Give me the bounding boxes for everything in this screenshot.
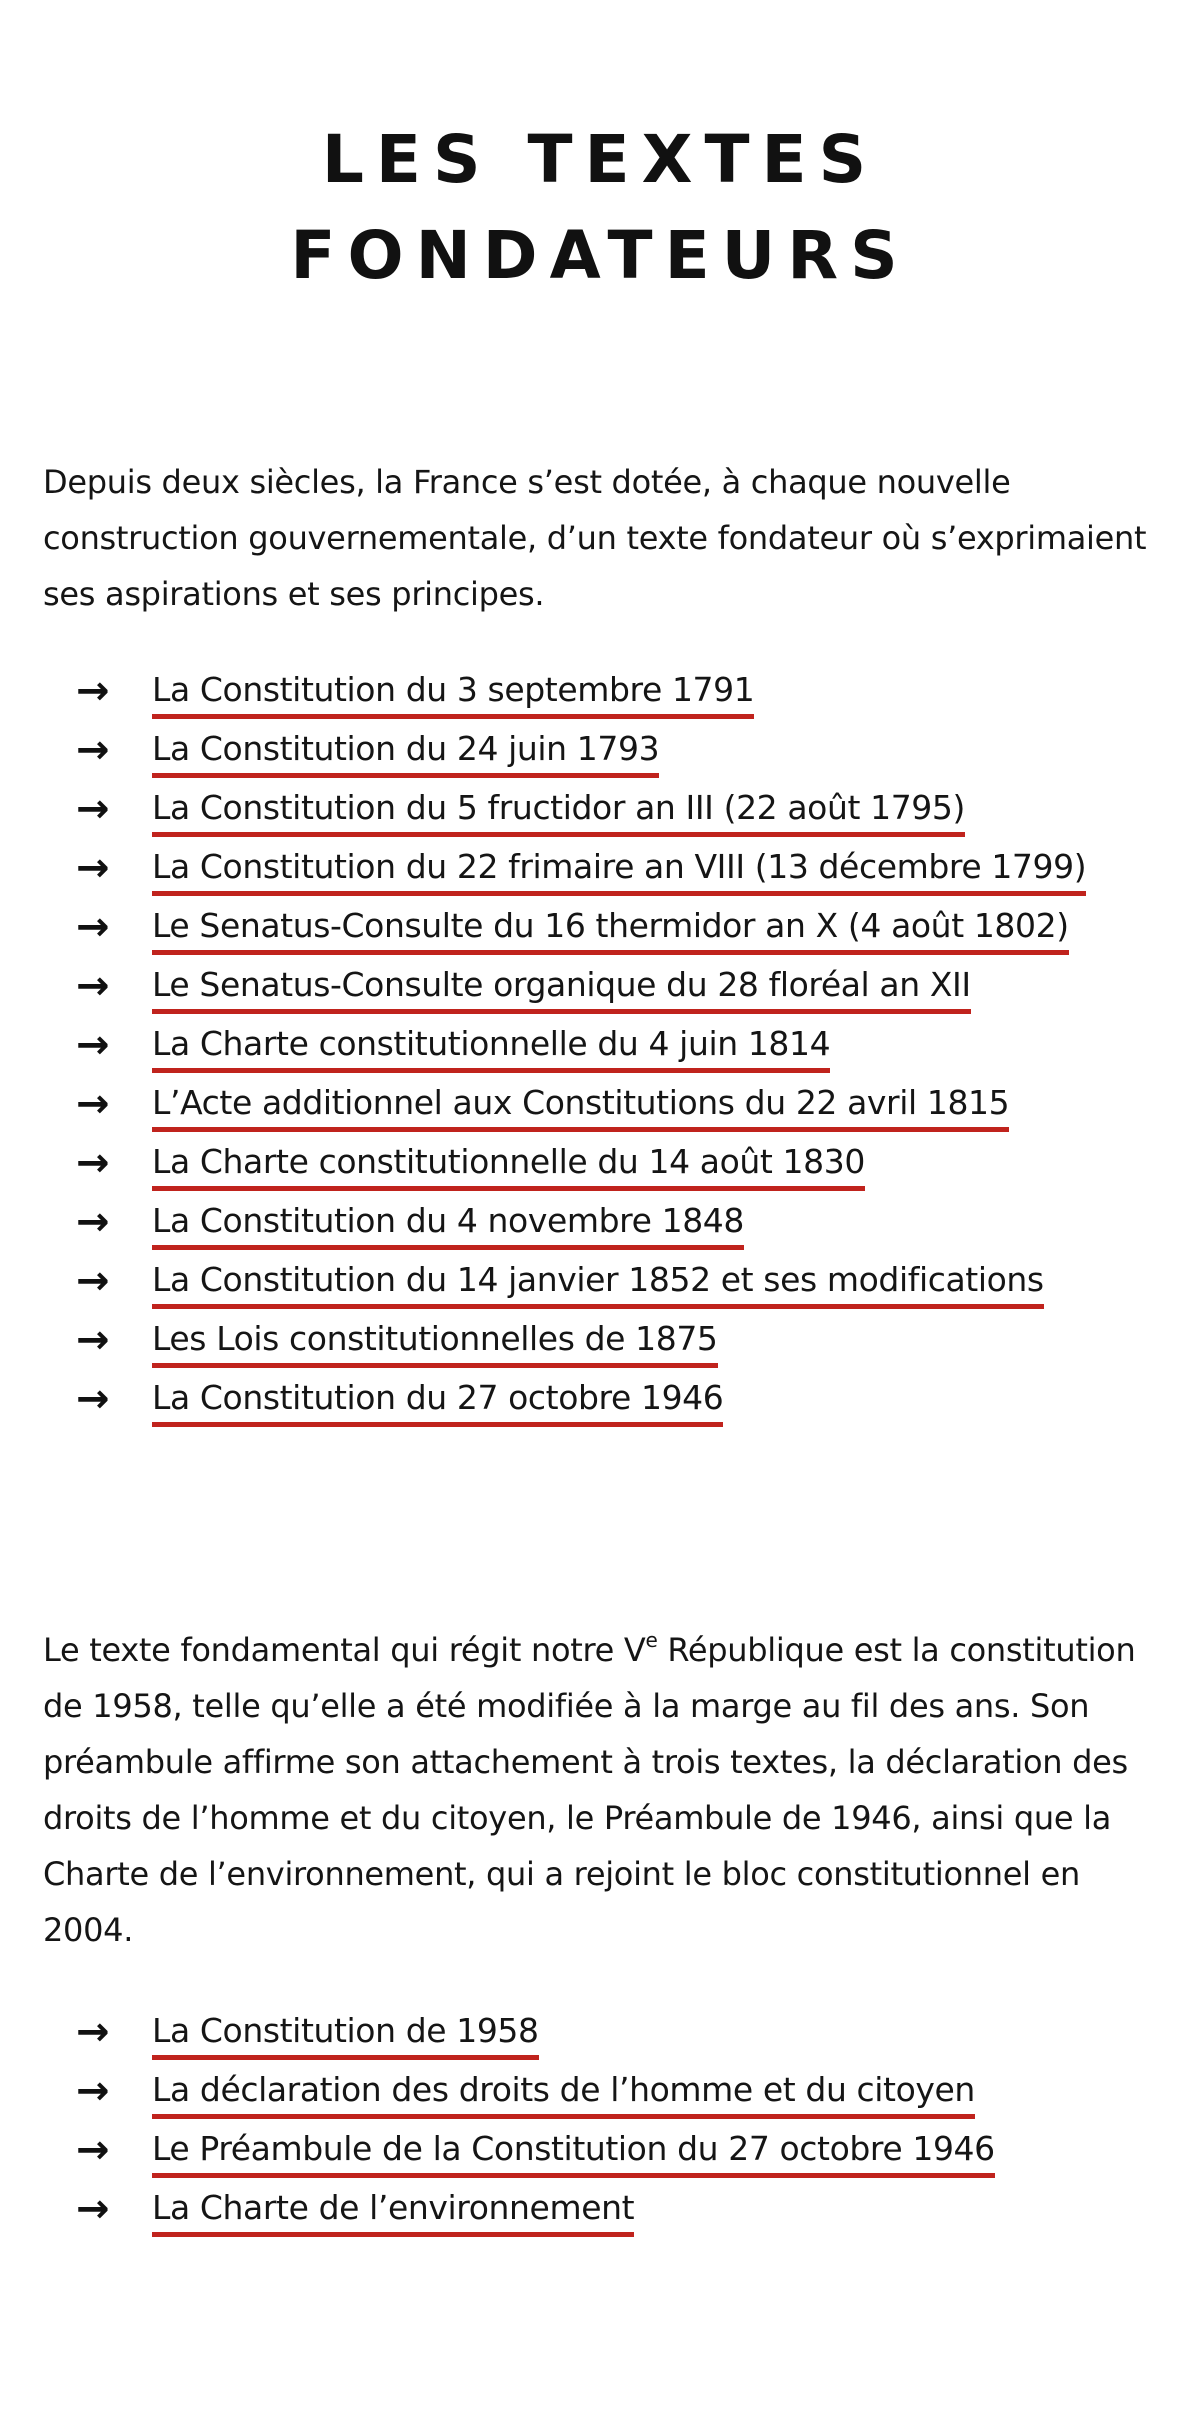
list-item xyxy=(76,904,1086,963)
historical-text-link[interactable]: La Constitution du 27 octobre 1946 xyxy=(152,1376,723,1427)
right-arrow-icon: → xyxy=(76,1258,110,1304)
fifth-republic-superscript: e xyxy=(645,1628,658,1652)
list-item xyxy=(76,1140,1086,1199)
historical-text-link[interactable]: La Constitution du 14 janvier 1852 et ses modifications xyxy=(152,1258,1044,1309)
list-item xyxy=(76,727,1086,786)
right-arrow-icon: → xyxy=(76,1140,110,1186)
right-arrow-icon: → xyxy=(76,786,110,832)
historical-text-link[interactable]: L’Acte additionnel aux Constitutions du 22 avril 1815 xyxy=(152,1081,1009,1132)
right-arrow-icon: → xyxy=(76,1081,110,1127)
current-texts-list xyxy=(76,2009,995,2245)
historical-text-link[interactable]: La Constitution du 5 fructidor an III (22 août 1795) xyxy=(152,786,965,837)
historical-texts-list xyxy=(76,668,1086,1435)
list-item xyxy=(76,2068,995,2127)
list-item xyxy=(76,845,1086,904)
list-item xyxy=(76,1258,1086,1317)
historical-text-link[interactable]: La Charte constitutionnelle du 14 août 1830 xyxy=(152,1140,865,1191)
page-title xyxy=(0,112,1200,304)
historical-text-link[interactable]: La Constitution du 22 frimaire an VIII (13 décembre 1799) xyxy=(152,845,1086,896)
historical-text-link[interactable]: Le Senatus-Consulte du 16 thermidor an X (4 août 1802) xyxy=(152,904,1069,955)
list-item xyxy=(76,1022,1086,1081)
current-text-link[interactable]: La Constitution de 1958 xyxy=(152,2009,539,2060)
list-item xyxy=(76,2009,995,2068)
right-arrow-icon: → xyxy=(76,904,110,950)
current-text-link[interactable]: Le Préambule de la Constitution du 27 octobre 1946 xyxy=(152,2127,995,2178)
list-item xyxy=(76,1317,1086,1376)
right-arrow-icon: → xyxy=(76,1376,110,1422)
right-arrow-icon: → xyxy=(76,727,110,773)
list-item xyxy=(76,1081,1086,1140)
list-item xyxy=(76,1376,1086,1435)
fifth-republic-text-end: République est la constitution de 1958, telle qu’elle a été modifiée à la marge au fil des ans. Son préambule affirme son attachement à trois textes, la déclaration des droits de l’homme et du citoyen, le Préambule de 1946, ainsi que la Charte de l’environnement, qui a rejoint le bloc constitutionnel en 2004. xyxy=(43,1631,1136,1949)
list-item xyxy=(76,786,1086,845)
historical-text-link[interactable]: La Constitution du 4 novembre 1848 xyxy=(152,1199,744,1250)
historical-text-link[interactable]: La Constitution du 24 juin 1793 xyxy=(152,727,659,778)
right-arrow-icon: → xyxy=(76,2068,110,2114)
page-title-line-2: FONDATEURS xyxy=(290,217,910,294)
right-arrow-icon: → xyxy=(76,845,110,891)
list-item xyxy=(76,2127,995,2186)
right-arrow-icon: → xyxy=(76,2127,110,2173)
intro-paragraph: Depuis deux siècles, la France s’est dotée, à chaque nouvelle construction gouvernementale, d’un texte fondateur où s’exprimaient ses aspirations et ses principes. xyxy=(43,463,1147,613)
right-arrow-icon: → xyxy=(76,1022,110,1068)
historical-text-link[interactable]: La Constitution du 3 septembre 1791 xyxy=(152,668,754,719)
historical-text-link[interactable]: Les Lois constitutionnelles de 1875 xyxy=(152,1317,718,1368)
list-item xyxy=(76,963,1086,1022)
historical-text-link[interactable]: Le Senatus-Consulte organique du 28 floréal an XII xyxy=(152,963,971,1014)
list-item xyxy=(76,668,1086,727)
page-title-line-1: LES TEXTES xyxy=(321,121,879,198)
right-arrow-icon: → xyxy=(76,2009,110,2055)
right-arrow-icon: → xyxy=(76,1317,110,1363)
right-arrow-icon: → xyxy=(76,2186,110,2232)
list-item xyxy=(76,2186,995,2245)
list-item xyxy=(76,1199,1086,1258)
right-arrow-icon: → xyxy=(76,963,110,1009)
fifth-republic-text-start: Le texte fondamental qui régit notre V xyxy=(43,1631,646,1669)
right-arrow-icon: → xyxy=(76,1199,110,1245)
right-arrow-icon: → xyxy=(76,668,110,714)
historical-text-link[interactable]: La Charte constitutionnelle du 4 juin 1814 xyxy=(152,1022,830,1073)
current-text-link[interactable]: La déclaration des droits de l’homme et du citoyen xyxy=(152,2068,975,2119)
fifth-republic-paragraph xyxy=(43,1622,1163,1958)
current-text-link[interactable]: La Charte de l’environnement xyxy=(152,2186,634,2237)
